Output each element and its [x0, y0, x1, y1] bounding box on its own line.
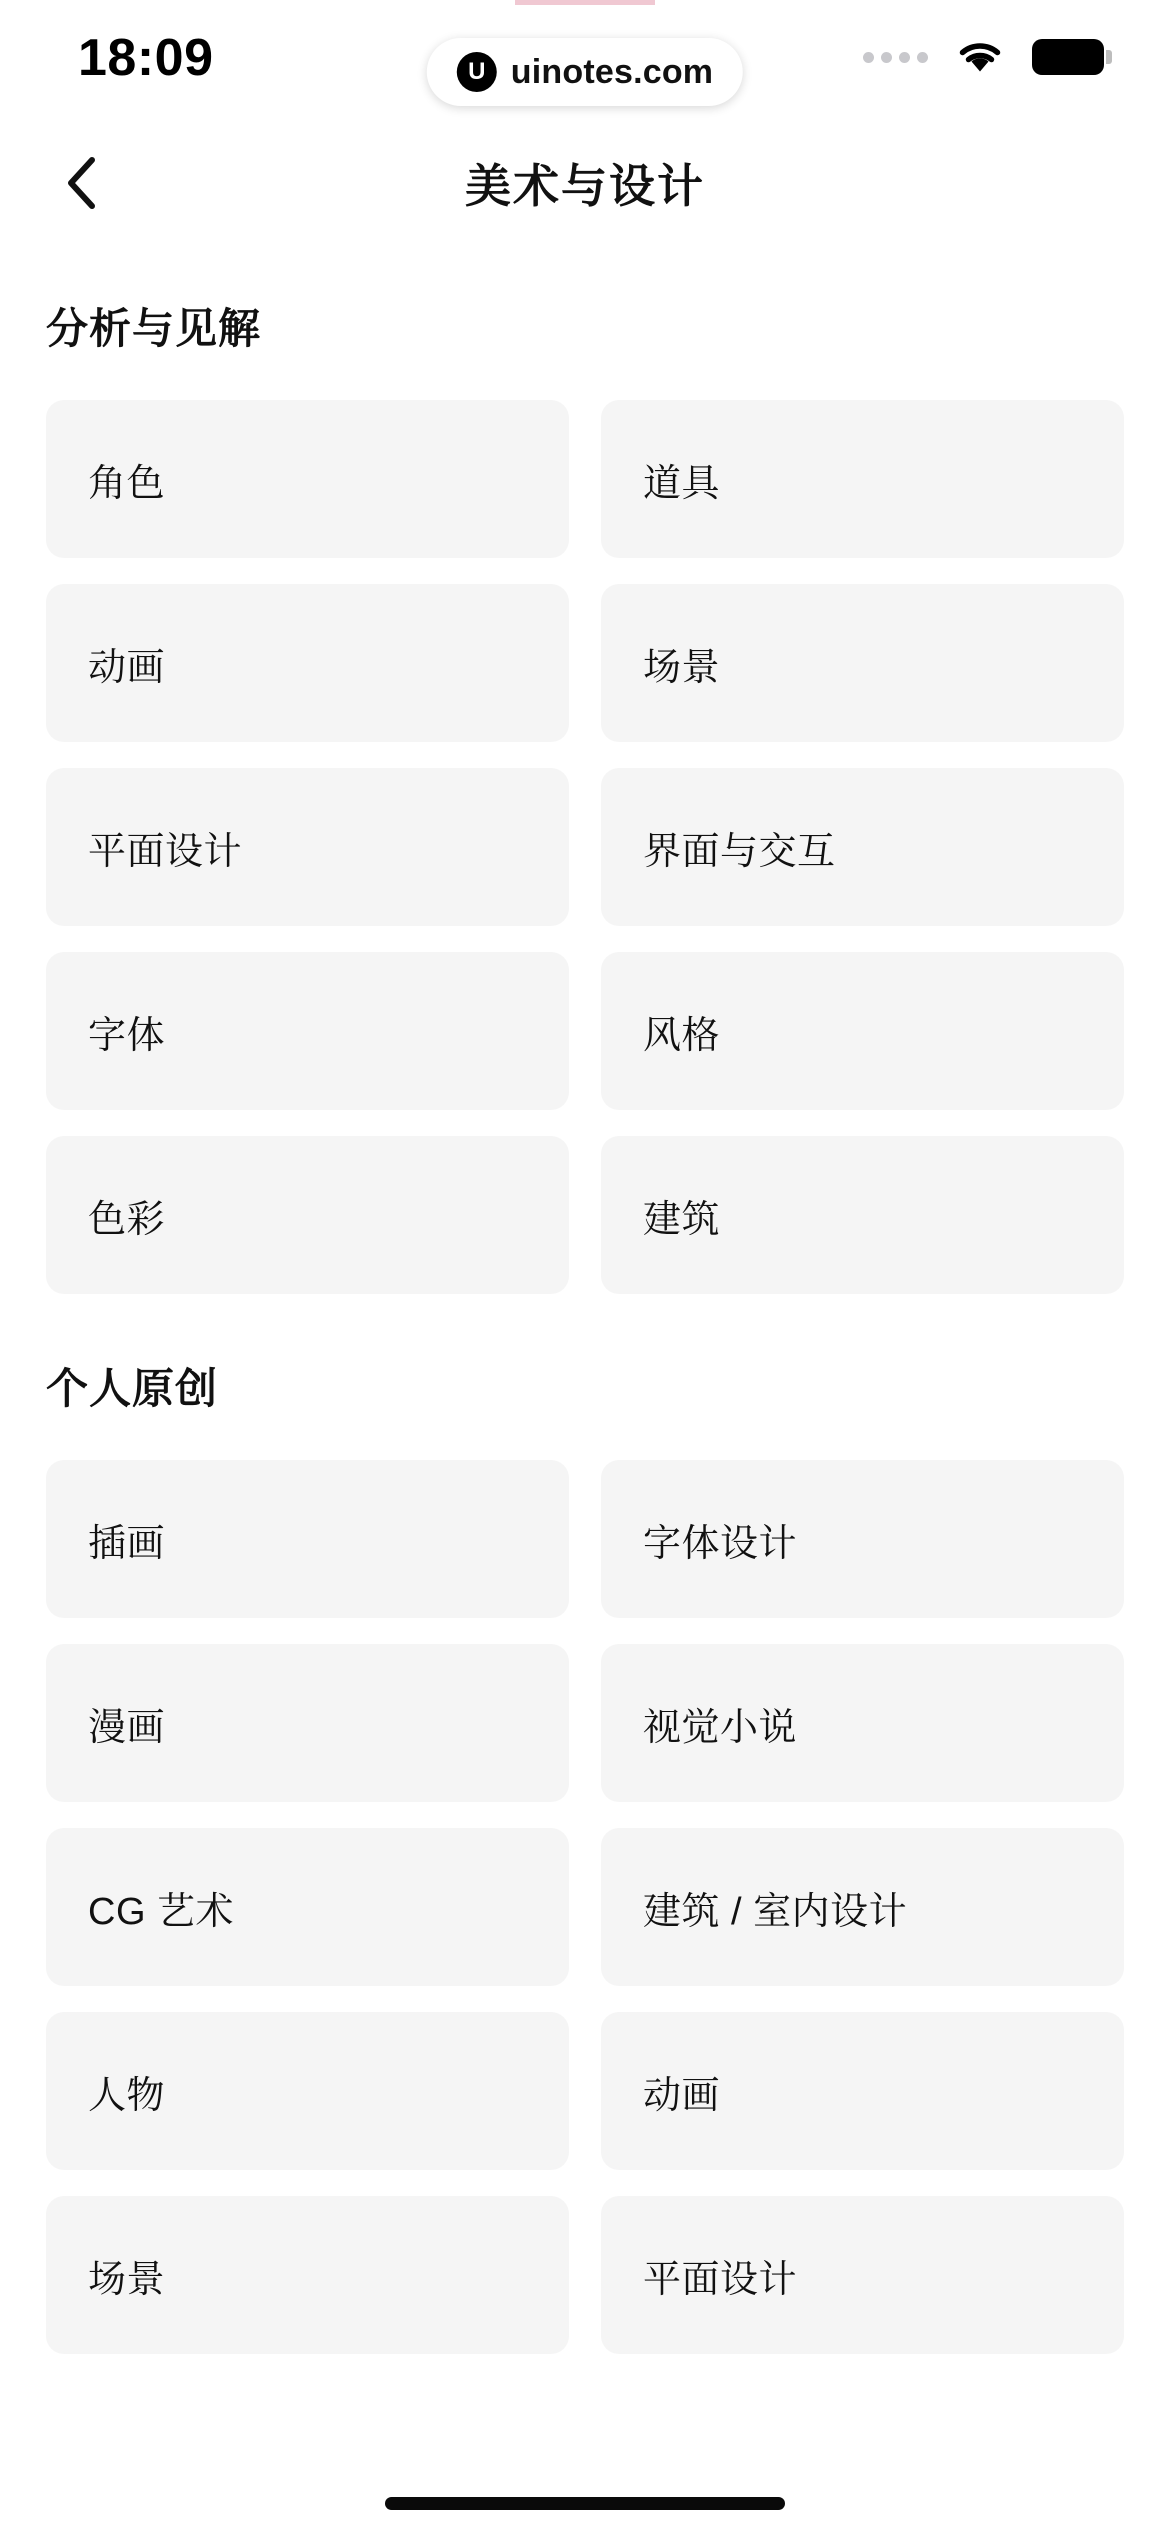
- status-time: 18:09: [78, 29, 214, 87]
- category-cell[interactable]: 视觉小说: [601, 1644, 1124, 1802]
- category-cell[interactable]: 色彩: [46, 1136, 569, 1294]
- category-cell[interactable]: 风格: [601, 952, 1124, 1110]
- category-cell[interactable]: 道具: [601, 400, 1124, 558]
- category-cell[interactable]: 漫画: [46, 1644, 569, 1802]
- category-cell[interactable]: 建筑: [601, 1136, 1124, 1294]
- category-cell[interactable]: 建筑 / 室内设计: [601, 1828, 1124, 1986]
- uinotes-logo-icon: U: [457, 52, 497, 92]
- category-cell[interactable]: 平面设计: [601, 2196, 1124, 2354]
- category-grid: [46, 1460, 1124, 2354]
- status-icons: [863, 38, 1104, 76]
- category-cell[interactable]: CG 艺术: [46, 1828, 569, 1986]
- category-cell[interactable]: 字体: [46, 952, 569, 1110]
- page-title: 美术与设计: [465, 160, 705, 212]
- content-area: [0, 296, 1170, 2354]
- category-cell[interactable]: 插画: [46, 1460, 569, 1618]
- section-analysis: [46, 296, 1124, 1294]
- wifi-icon: [954, 38, 1006, 76]
- notch-accent-line: [515, 0, 655, 5]
- category-cell[interactable]: 动画: [46, 584, 569, 742]
- site-url-pill: [427, 38, 743, 106]
- category-cell[interactable]: 角色: [46, 400, 569, 558]
- category-cell[interactable]: 界面与交互: [601, 768, 1124, 926]
- more-dots-icon: [863, 52, 928, 63]
- category-cell[interactable]: 动画: [601, 2012, 1124, 2170]
- category-cell[interactable]: 字体设计: [601, 1460, 1124, 1618]
- section-original: [46, 1356, 1124, 2354]
- status-bar: [0, 0, 1170, 128]
- category-cell[interactable]: 场景: [46, 2196, 569, 2354]
- navigation-bar: [0, 128, 1170, 238]
- category-cell[interactable]: 场景: [601, 584, 1124, 742]
- category-cell[interactable]: 平面设计: [46, 768, 569, 926]
- category-cell[interactable]: 人物: [46, 2012, 569, 2170]
- home-indicator[interactable]: [385, 2497, 785, 2510]
- back-button[interactable]: [46, 148, 116, 218]
- section-title: 个人原创: [46, 1365, 219, 1412]
- site-url-text: uinotes.com: [510, 52, 714, 91]
- battery-full-icon: [1032, 39, 1104, 75]
- category-grid: [46, 400, 1124, 1294]
- section-title: 分析与见解: [46, 305, 262, 352]
